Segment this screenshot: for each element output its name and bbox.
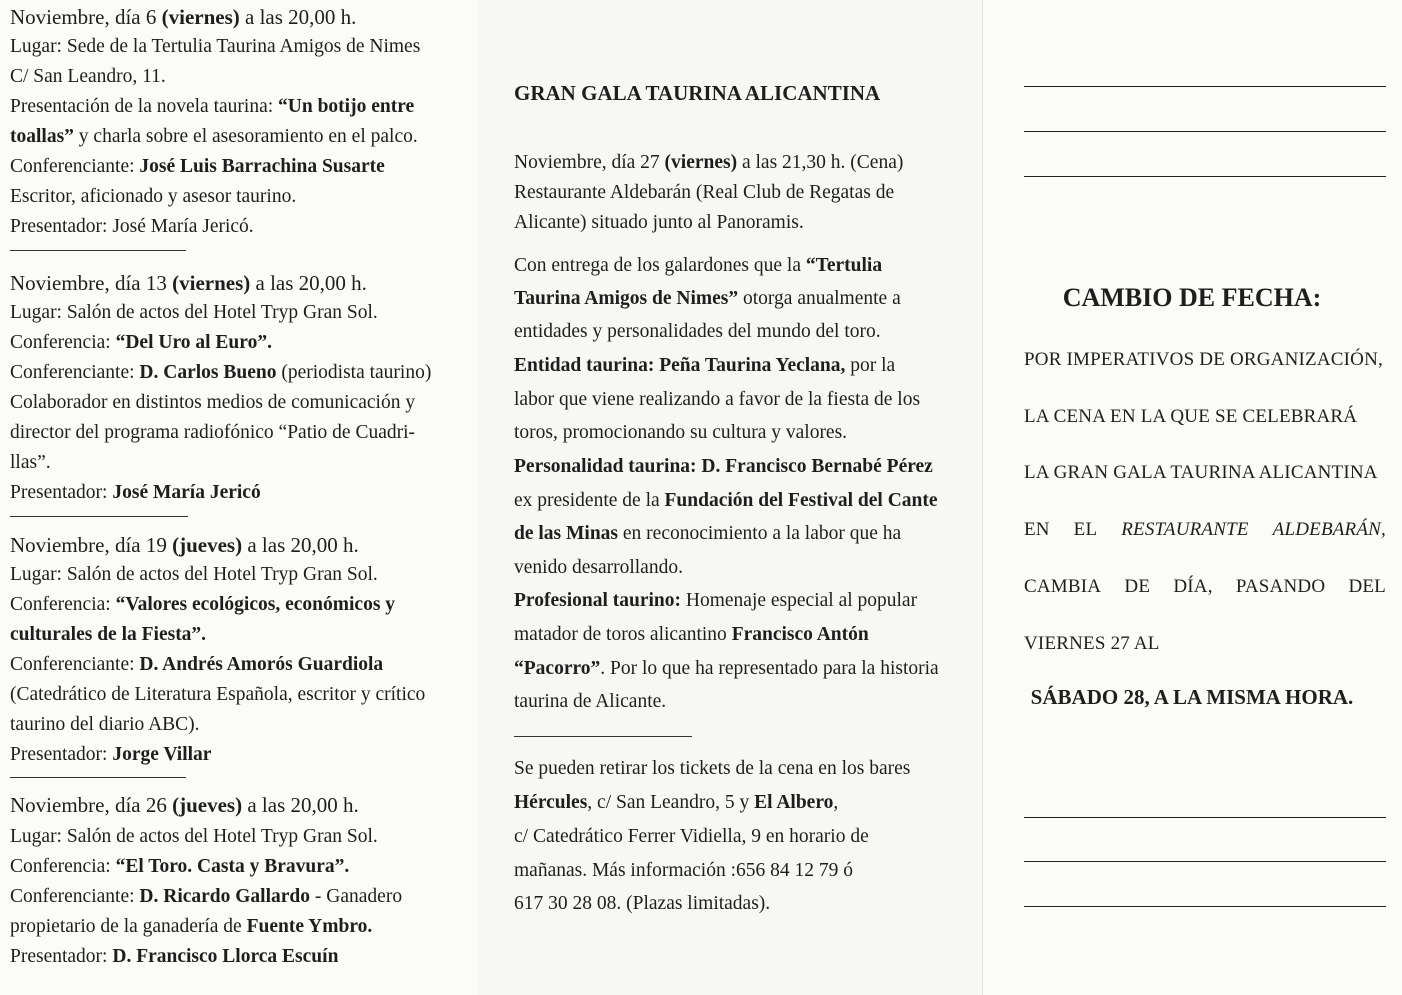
notice-line: EN EL RESTAURANTE ALDEBARÁN, xyxy=(1024,519,1386,540)
gala-professional-desc: matador de toros alicantino Francisco Antón xyxy=(514,624,869,645)
event2-speaker: Conferenciante: D. Carlos Bueno (periodista taurino) xyxy=(10,362,432,383)
gala-venue-cont: Alicante) situado junto al Panoramis. xyxy=(514,212,804,233)
notice-line: CAMBIA DE DÍA, PASANDO DEL xyxy=(1024,576,1386,597)
event4-speaker: Conferenciante: D. Ricardo Gallardo - Ganadero xyxy=(10,886,403,907)
blank-line xyxy=(1024,86,1386,87)
gala-venue: Restaurante Aldebarán (Real Club de Regatas de xyxy=(514,182,895,203)
event3-topic-cont: culturales de la Fiesta”. xyxy=(10,624,207,645)
event3-speaker-desc2: taurino del diario ABC). xyxy=(10,714,200,735)
blank-line xyxy=(1024,906,1386,907)
tickets-phones-cont: 617 30 28 08. (Plazas limitadas). xyxy=(514,893,771,914)
event1-topic: Presentación de la novela taurina: “Un botijo entre xyxy=(10,96,415,117)
blank-line xyxy=(1024,176,1386,177)
gala-entity: Entidad taurina: Peña Taurina Yeclana, por la xyxy=(514,355,896,376)
event1-presenter: Presentador: José María Jericó. xyxy=(10,216,254,237)
notice-line: LA CENA EN LA QUE SE CELEBRARÁ xyxy=(1024,406,1358,427)
event4-place: Lugar: Salón de actos del Hotel Tryp Gran Sol. xyxy=(10,826,378,847)
event2-speaker-desc: Colaborador en distintos medios de comunicación y xyxy=(10,392,416,413)
event2-speaker-desc3: llas”. xyxy=(10,452,51,473)
gala-personality-desc2: de las Minas en reconocimiento a la labor que ha xyxy=(514,523,902,544)
event4-speaker-desc: propietario de la ganadería de Fuente Ymbro. xyxy=(10,916,373,937)
event-separator xyxy=(10,516,188,517)
gala-professional-desc2: “Pacorro”. Por lo que ha representado para la historia xyxy=(514,658,939,679)
gala-professional: Profesional taurino: Homenaje especial al popular xyxy=(514,590,918,611)
notice-line: POR IMPERATIVOS DE ORGANIZACIÓN, xyxy=(1024,349,1383,370)
event1-date: Noviembre, día 6 (viernes) a las 20,00 h. xyxy=(10,5,357,29)
gala-personality: Personalidad taurina: D. Francisco Bernabé Pérez xyxy=(514,456,933,477)
blank-line xyxy=(1024,861,1386,862)
event1-address: C/ San Leandro, 11. xyxy=(10,66,166,87)
gala-awards-cont2: entidades y personalidades del mundo del toro. xyxy=(514,321,881,342)
gala-title: GRAN GALA TAURINA ALICANTINA xyxy=(514,81,881,105)
event1-place: Lugar: Sede de la Tertulia Taurina Amigos de Nimes xyxy=(10,36,421,57)
event3-presenter: Presentador: Jorge Villar xyxy=(10,744,212,765)
gala-date: Noviembre, día 27 (viernes) a las 21,30 h. (Cena) xyxy=(514,152,904,173)
tickets-address: c/ Catedrático Ferrer Vidiella, 9 en horario de xyxy=(514,826,869,847)
event3-speaker-desc: (Catedrático de Literatura Española, escritor y crítico xyxy=(10,684,426,705)
event1-speaker-desc: Escritor, aficionado y asesor taurino. xyxy=(10,186,297,207)
blank-line xyxy=(1024,131,1386,132)
column-events xyxy=(0,0,478,995)
event2-date: Noviembre, día 13 (viernes) a las 20,00 h. xyxy=(10,271,367,295)
tickets-bars: Hércules, c/ San Leandro, 5 y El Albero, xyxy=(514,792,839,813)
section-separator xyxy=(514,736,692,737)
tickets-info: Se pueden retirar los tickets de la cena en los bares xyxy=(514,758,911,779)
event3-topic: Conferencia: “Valores ecológicos, económicos y xyxy=(10,594,396,615)
notice-line: LA GRAN GALA TAURINA ALICANTINA xyxy=(1024,462,1378,483)
gala-awards-cont: Taurina Amigos de Nimes” otorga anualmente a xyxy=(514,288,901,309)
event-separator xyxy=(10,777,186,778)
event4-presenter: Presentador: D. Francisco Llorca Escuín xyxy=(10,946,339,967)
gala-awards: Con entrega de los galardones que la “Tertulia xyxy=(514,255,883,276)
column-gala xyxy=(478,0,982,995)
event-separator xyxy=(10,250,186,251)
gala-entity-desc: labor que viene realizando a favor de la fiesta de los xyxy=(514,389,921,410)
gala-professional-desc3: taurina de Alicante. xyxy=(514,691,667,712)
event2-presenter: Presentador: José María Jericó xyxy=(10,482,261,503)
event3-date: Noviembre, día 19 (jueves) a las 20,00 h. xyxy=(10,533,359,557)
event4-date: Noviembre, día 26 (jueves) a las 20,00 h. xyxy=(10,793,359,817)
notice-line: VIERNES 27 AL xyxy=(1024,633,1160,654)
event3-speaker: Conferenciante: D. Andrés Amorós Guardiola xyxy=(10,654,384,675)
event2-place: Lugar: Salón de actos del Hotel Tryp Gran Sol. xyxy=(10,302,378,323)
gala-personality-desc: ex presidente de la Fundación del Festival del Cante xyxy=(514,490,938,511)
gala-personality-desc3: venido desarrollando. xyxy=(514,557,683,578)
column-date-change xyxy=(982,0,1402,995)
event1-topic-cont: toallas” y charla sobre el asesoramiento en el palco. xyxy=(10,126,418,147)
new-date: SÁBADO 28, A LA MISMA HORA. xyxy=(1030,685,1354,709)
event3-place: Lugar: Salón de actos del Hotel Tryp Gran Sol. xyxy=(10,564,378,585)
blank-line xyxy=(1024,817,1386,818)
tickets-phones: mañanas. Más información :656 84 12 79 ó xyxy=(514,860,854,881)
event1-speaker: Conferenciante: José Luis Barrachina Susarte xyxy=(10,156,385,177)
gala-entity-desc2: toros, promocionando su cultura y valores. xyxy=(514,422,848,443)
date-change-title: CAMBIO DE FECHA: xyxy=(1062,283,1322,312)
event4-topic: Conferencia: “El Toro. Casta y Bravura”. xyxy=(10,856,350,877)
event2-speaker-desc2: director del programa radiofónico “Patio de Cuadri- xyxy=(10,422,416,443)
event2-topic: Conferencia: “Del Uro al Euro”. xyxy=(10,332,272,353)
